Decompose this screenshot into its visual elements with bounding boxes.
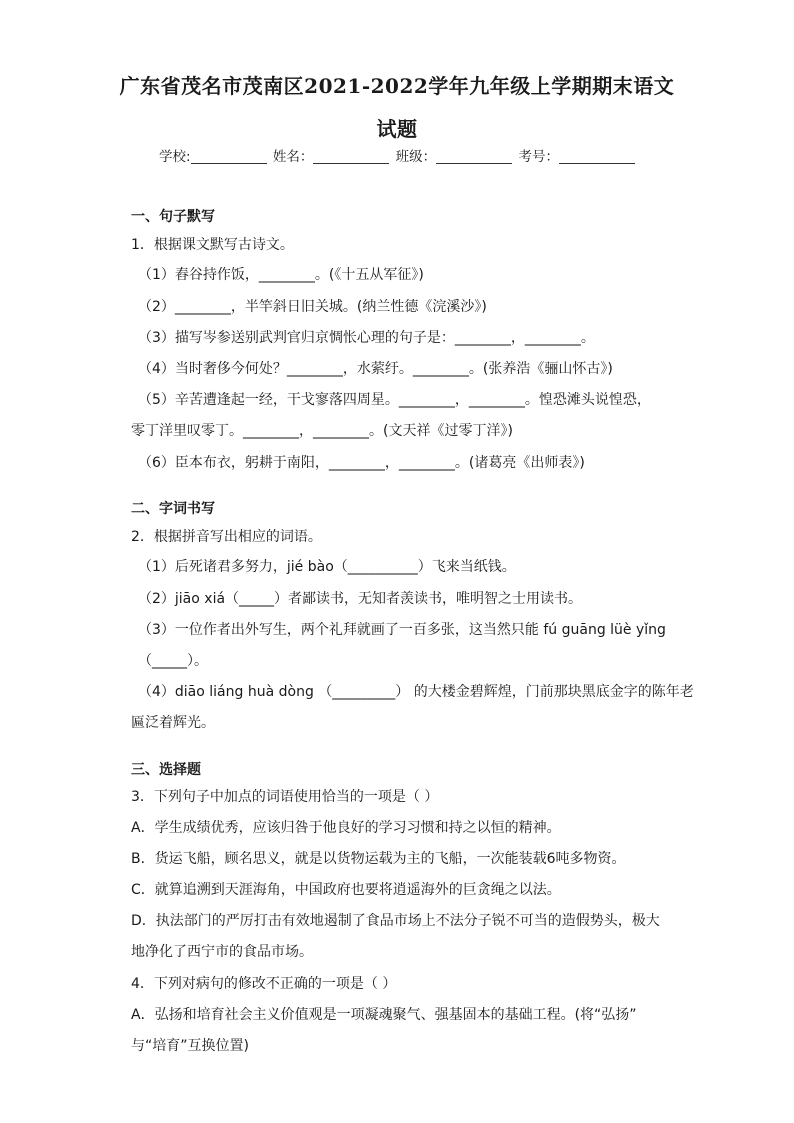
- question-1-stem: 1．根据课文默写古诗文。: [131, 237, 294, 253]
- question-2-stem: 2．根据拼音写出相应的词语。: [131, 529, 322, 545]
- name-blank[interactable]: [313, 149, 389, 164]
- question-1-item-2: （2）________，半竿斜日旧关城。(纳兰性德《浣溪沙》): [138, 299, 487, 315]
- question-4-stem: 4．下列对病句的修改不正确的一项是（ ）: [131, 976, 397, 992]
- question-3-option-c: C．就算追溯到天涯海角，中国政府也要将逍遥海外的巨贪绳之以法。: [131, 882, 561, 898]
- class-blank[interactable]: [436, 149, 512, 164]
- question-3-option-b: B．货运飞船，顾名思义，就是以货物运载为主的飞船，一次能装载6吨多物资。: [131, 851, 626, 867]
- question-3-option-a: A．学生成绩优秀，应该归咎于他良好的学习习惯和持之以恒的精神。: [131, 820, 561, 836]
- exam-title-continued: 试题: [376, 117, 418, 141]
- exam-number-label: 考号：: [518, 149, 559, 165]
- section-heading-multiple-choice: 三、选择题: [131, 762, 201, 778]
- school-label: 学校:: [159, 149, 191, 165]
- exam-title: 广东省茂名市茂南区2021-2022学年九年级上学期期末语文: [119, 74, 675, 98]
- school-blank[interactable]: [191, 149, 267, 164]
- name-label: 姓名：: [272, 149, 314, 165]
- section-heading-word-writing: 二、字词书写: [131, 501, 215, 517]
- section-heading-sentence-dictation: 一、句子默写: [131, 209, 215, 225]
- class-label: 班级：: [395, 149, 437, 165]
- question-1-item-3: （3）描写岑参送别武判官归京惆怅心理的句子是：________，________。: [138, 330, 595, 346]
- question-1-item-6: （6）臣本布衣，躬耕于南阳，________，________。(诸葛亮《出师表》): [138, 455, 585, 471]
- student-info-row: [0, 145, 794, 165]
- question-2-item-4-continued: 匾泛着辉光。: [131, 715, 215, 731]
- question-3-option-d-continued: 地净化了西宁市的食品市场。: [131, 944, 313, 960]
- question-1-item-5-continued: 零丁洋里叹零丁。________，________。(文天祥《过零丁洋》): [131, 423, 513, 439]
- question-2-item-4: （4）diāo liáng huà dòng （_________） 的大楼金碧辉煌，门前那块黑底金字的陈年老: [138, 684, 694, 700]
- question-1-item-5: （5）辛苦遭逢起一经，干戈寥落四周星。________，________。惶恐滩头说惶恐，: [138, 392, 651, 408]
- question-1-item-1: （1）舂谷持作饭，________。(《十五从军征》): [138, 267, 424, 283]
- question-3-option-d: D．执法部门的严厉打击有效地遏制了食品市场上不法分子锐不可当的造假势头，极大: [131, 913, 660, 929]
- exam-number-blank[interactable]: [559, 149, 635, 164]
- question-2-item-1: （1）后死诸君多努力，jié bào（__________）飞来当纸钱。: [138, 559, 516, 575]
- question-1-item-4: （4）当时奢侈今何处？________，水萦纡。________。(张养浩《骊山怀古》): [138, 361, 613, 377]
- question-4-option-a-continued: 与“培育”互换位置): [131, 1038, 249, 1054]
- question-3-stem: 3．下列句子中加点的词语使用恰当的一项是（ ）: [131, 789, 439, 805]
- question-4-option-a: A．弘扬和培育社会主义价值观是一项凝魂聚气、强基固本的基础工程。(将“弘扬”: [131, 1007, 637, 1023]
- question-2-item-2: （2）jiāo xiá（_____）者鄙读书，无知者羡读书，唯明智之士用读书。: [138, 591, 583, 607]
- question-2-item-3-continued: （_____）。: [138, 653, 208, 669]
- question-2-item-3: （3）一位作者出外写生，两个礼拜就画了一百多张，这当然只能 fú guāng lüè yǐng: [138, 622, 666, 638]
